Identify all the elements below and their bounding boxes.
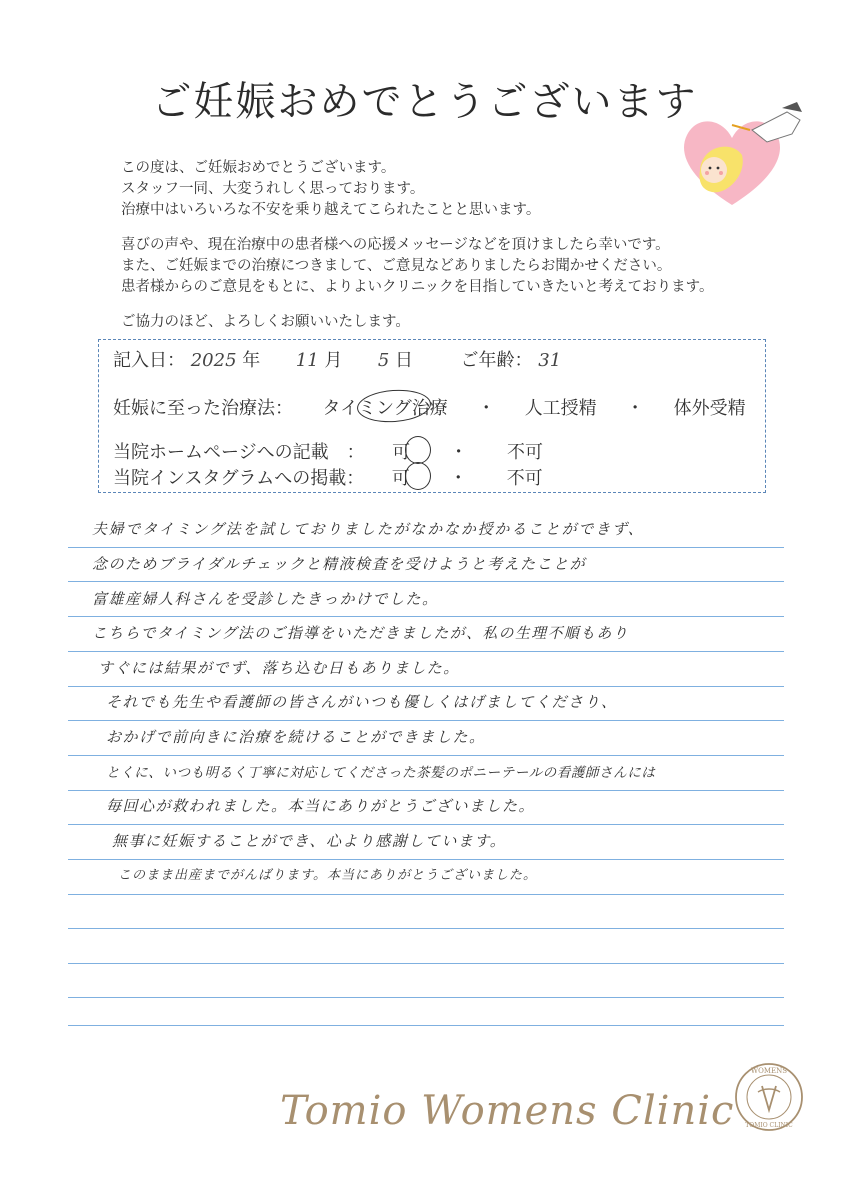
handwritten-line: すぐには結果がでず、落ち込む日もありました。 xyxy=(98,659,460,677)
intro-line: スタッフ一同、大変うれしく思っております。 xyxy=(121,181,425,197)
handwritten-line: 富雄産婦人科さんを受診したきっかけでした。 xyxy=(92,590,439,608)
ruled-line xyxy=(68,859,784,860)
handwritten-line: それでも先生や看護師の皆さんがいつも優しくはげましてくださり、 xyxy=(106,693,618,711)
handwritten-line: おかげで前向きに治療を続けることができました。 xyxy=(106,728,486,746)
date-month-value[interactable]: 11 xyxy=(295,350,319,371)
ruled-line xyxy=(68,963,784,964)
treatment-label: 妊娠に至った治療法： xyxy=(113,398,293,419)
intro-line: 患者様からのご意見をもとに、よりよいクリニックを目指していきたいと考えております。 xyxy=(121,279,714,295)
handwritten-line: とくに、いつも明るく丁寧に対応してくださった茶髪のポニーテールの看護師さんには xyxy=(106,765,656,781)
date-year-value[interactable]: 2025 xyxy=(190,350,237,371)
separator: ・ xyxy=(449,468,468,489)
ruled-line xyxy=(68,790,784,791)
page-title: ご妊娠おめでとうございます xyxy=(151,79,698,125)
ruled-line xyxy=(68,720,784,721)
month-label: 月 xyxy=(324,350,343,371)
svg-text:TOMIO CLINIC: TOMIO CLINIC xyxy=(745,1122,793,1129)
intro-line: この度は、ご妊娠おめでとうございます。 xyxy=(121,160,396,176)
date-day-value[interactable]: 5 xyxy=(377,350,390,371)
option-timing[interactable]: タイミング治療 xyxy=(322,398,448,419)
option-artificial-insemination[interactable]: 人工授精 xyxy=(524,398,597,419)
instagram-deny-option[interactable]: 不可 xyxy=(506,468,543,489)
intro-line: また、ご妊娠までの治療につきまして、ご意見などありましたらお聞かせください。 xyxy=(121,258,672,274)
separator: ・ xyxy=(449,442,468,463)
handwritten-line: 毎回心が救われました。本当にありがとうございました。 xyxy=(106,797,536,815)
handwritten-line: 念のためブライダルチェックと精液検査を受けようと考えたことが xyxy=(92,555,587,573)
handwritten-line: こちらでタイミング法のご指導をいただきましたが、私の生理不順もあり xyxy=(92,625,630,642)
intro-line: 喜びの声や、現在治療中の患者様への応援メッセージなどを頂けましたら幸いです。 xyxy=(121,237,670,253)
option-ivf[interactable]: 体外受精 xyxy=(673,398,746,419)
day-label: 日 xyxy=(395,350,414,371)
handwritten-line: 無事に妊娠することができ、心より感謝しています。 xyxy=(112,832,507,850)
ruled-line xyxy=(68,616,784,617)
clinic-name: Tomio Womens Clinic xyxy=(280,1088,735,1134)
year-label: 年 xyxy=(242,350,261,371)
ruled-line xyxy=(68,997,784,998)
ruled-line xyxy=(68,651,784,652)
separator: ・ xyxy=(477,398,496,419)
handwritten-line: このまま出産までがんばります。本当にありがとうございました。 xyxy=(118,868,537,883)
ruled-line xyxy=(68,824,784,825)
clinic-logo-icon xyxy=(734,1062,804,1132)
date-label: 記入日： xyxy=(113,350,185,371)
ruled-line xyxy=(68,928,784,929)
separator: ・ xyxy=(626,398,645,419)
ruled-line xyxy=(68,1025,784,1026)
age-value[interactable]: 31 xyxy=(538,350,562,371)
homepage-allow-option[interactable]: 可 xyxy=(392,442,411,463)
ruled-line xyxy=(68,755,784,756)
intro-line: ご協力のほど、よろしくお願いいたします。 xyxy=(121,314,410,330)
ruled-line xyxy=(68,686,784,687)
ruled-line xyxy=(68,894,784,895)
svg-text:WOMENS: WOMENS xyxy=(750,1067,788,1075)
ruled-line xyxy=(68,547,784,548)
homepage-deny-option[interactable]: 不可 xyxy=(507,442,544,463)
age-label: ご年齢： xyxy=(460,350,533,371)
intro-line: 治療中はいろいろな不安を乗り越えてこられたことと思います。 xyxy=(121,202,541,218)
instagram-label: 当院インスタグラムへの掲載： xyxy=(113,468,365,489)
ruled-line xyxy=(68,581,784,582)
instagram-allow-option[interactable]: 可 xyxy=(391,468,410,489)
handwritten-line: 夫婦でタイミング法を試しておりましたがなかなか授かることができず、 xyxy=(92,521,645,538)
homepage-label: 当院ホームページへの記載 ： xyxy=(113,442,365,463)
